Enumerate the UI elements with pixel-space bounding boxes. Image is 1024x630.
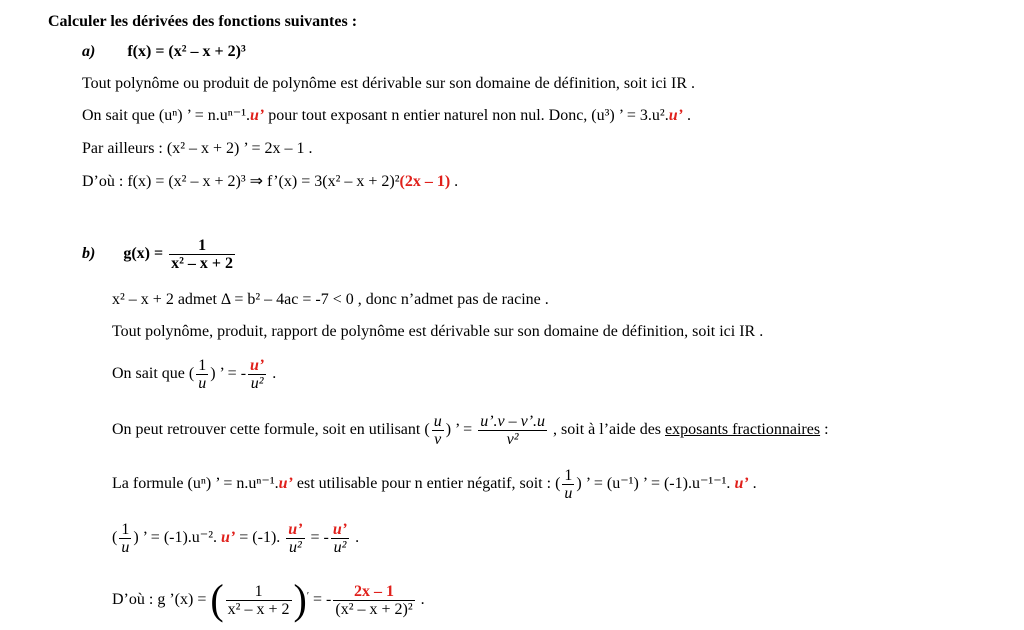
fractional-exponents-link[interactable]: exposants fractionnaires [665, 421, 821, 438]
text: : [820, 421, 829, 438]
text: D’où : f(x) = (x² – x + 2)³ ⇒ f’(x) = 3(x² – x + 2)² [82, 173, 400, 190]
fraction-1-over-u [562, 467, 574, 502]
g-lhs: g(x) = [123, 245, 168, 262]
text: . [268, 365, 277, 382]
denominator: x² – x + 2 [227, 600, 290, 618]
part-b-line1: x² – x + 2 admet Δ = b² – 4ac = -7 < 0 , donc n’admet pas de racine . [112, 291, 549, 308]
part-b-line4 [112, 410, 829, 450]
text: = (-1). [235, 529, 285, 546]
text: = - [306, 529, 329, 546]
text: On sait que ( [112, 365, 195, 382]
numerator: u’ [288, 520, 303, 538]
numerator: 1 [226, 583, 292, 601]
u-prime-red: u’ [221, 529, 236, 546]
u-prime-red: u’ [250, 107, 265, 124]
u-prime-red: u’ [734, 475, 749, 492]
fraction-1-over-u [196, 357, 208, 392]
fraction-uprime-over-u2 [248, 357, 266, 392]
text: On sait que (uⁿ) ’ = n.uⁿ⁻¹. [82, 107, 251, 124]
text: D’où : g ’(x) = [112, 591, 211, 608]
text: , soit à l’aide des [549, 421, 666, 438]
part-b-heading [82, 236, 237, 272]
text: = - [309, 591, 332, 608]
page-title: Calculer les dérivées des fonctions suivantes : [48, 13, 358, 30]
part-b-final [112, 578, 425, 622]
text: pour tout exposant n entier naturel non nul. Donc, (u³) ’ = 3.u². [264, 107, 669, 124]
denominator: u [198, 374, 207, 392]
g-numerator: 1 [169, 237, 235, 255]
denominator: v [434, 430, 442, 448]
u-prime-red: u’ [668, 107, 683, 124]
final-inner-fraction [226, 583, 292, 618]
fraction-quotient-rule [478, 413, 547, 448]
numerator: u’ [250, 356, 265, 374]
text: ) ’ = - [210, 365, 247, 382]
fraction-1-over-u [119, 521, 131, 556]
part-b-label: b) [82, 245, 96, 262]
denominator: u² [250, 374, 264, 392]
numerator: 1 [121, 520, 130, 538]
text: . [748, 475, 757, 492]
part-a-line1: Tout polynôme ou produit de polynôme est dérivable sur son domaine de définition, soit ici IR . [82, 75, 695, 92]
part-a-label: a) [82, 43, 96, 60]
text: ) ’ = (-1).u⁻². [133, 529, 222, 546]
text: . [351, 529, 360, 546]
fraction-uprime-over-u2 [286, 521, 304, 556]
numerator: u’ [332, 520, 348, 538]
u-prime-red: u’ [278, 475, 293, 492]
text: . [682, 107, 691, 124]
denominator: u² [333, 538, 347, 556]
prime-mark: ′ [306, 591, 310, 602]
final-result-fraction [333, 583, 414, 618]
numerator: 1 [198, 356, 207, 374]
text: . [416, 591, 425, 608]
denominator: (x² – x + 2)² [335, 600, 413, 618]
text: On peut retrouver cette formule, soit en utilisant ( [112, 421, 430, 438]
denominator: u [121, 538, 130, 556]
part-b-line3 [112, 354, 276, 394]
derivative-factor-red: (2x – 1) [399, 173, 451, 190]
left-paren: ( [210, 576, 224, 624]
denominator: u [564, 484, 573, 502]
g-fraction [169, 237, 235, 272]
right-paren: ) [293, 576, 307, 624]
part-a-line2 [82, 106, 691, 126]
part-a-line3: Par ailleurs : (x² – x + 2) ’ = 2x – 1 . [82, 140, 313, 157]
text: ) ’ = (u⁻¹) ’ = (-1).u⁻¹⁻¹. [576, 475, 735, 492]
numerator: 1 [564, 466, 573, 484]
text: est utilisable pour n entier négatif, soit : ( [292, 475, 561, 492]
part-b-line5 [112, 464, 757, 504]
text: La formule (uⁿ) ’ = n.uⁿ⁻¹. [112, 475, 279, 492]
denominator: v² [506, 430, 519, 448]
denominator: u² [289, 538, 302, 556]
numerator: 2x – 1 [333, 583, 414, 601]
text: ( [112, 529, 118, 546]
fraction-uprime-over-u2 [331, 521, 349, 556]
part-b-line6 [112, 518, 359, 558]
text: . [450, 173, 459, 190]
part-a-heading [82, 42, 246, 62]
text: ) ’ = [445, 421, 477, 438]
part-b-line2: Tout polynôme, produit, rapport de polynôme est dérivable sur son domaine de définition, soit ici IR . [112, 323, 764, 340]
g-denominator: x² – x + 2 [171, 254, 234, 272]
part-a-function: f(x) = (x² – x + 2)³ [127, 43, 246, 60]
numerator: u’.v – v’.u [480, 412, 546, 430]
fraction-u-over-v [432, 413, 444, 448]
numerator: u [433, 412, 442, 430]
part-a-line4 [82, 172, 458, 192]
